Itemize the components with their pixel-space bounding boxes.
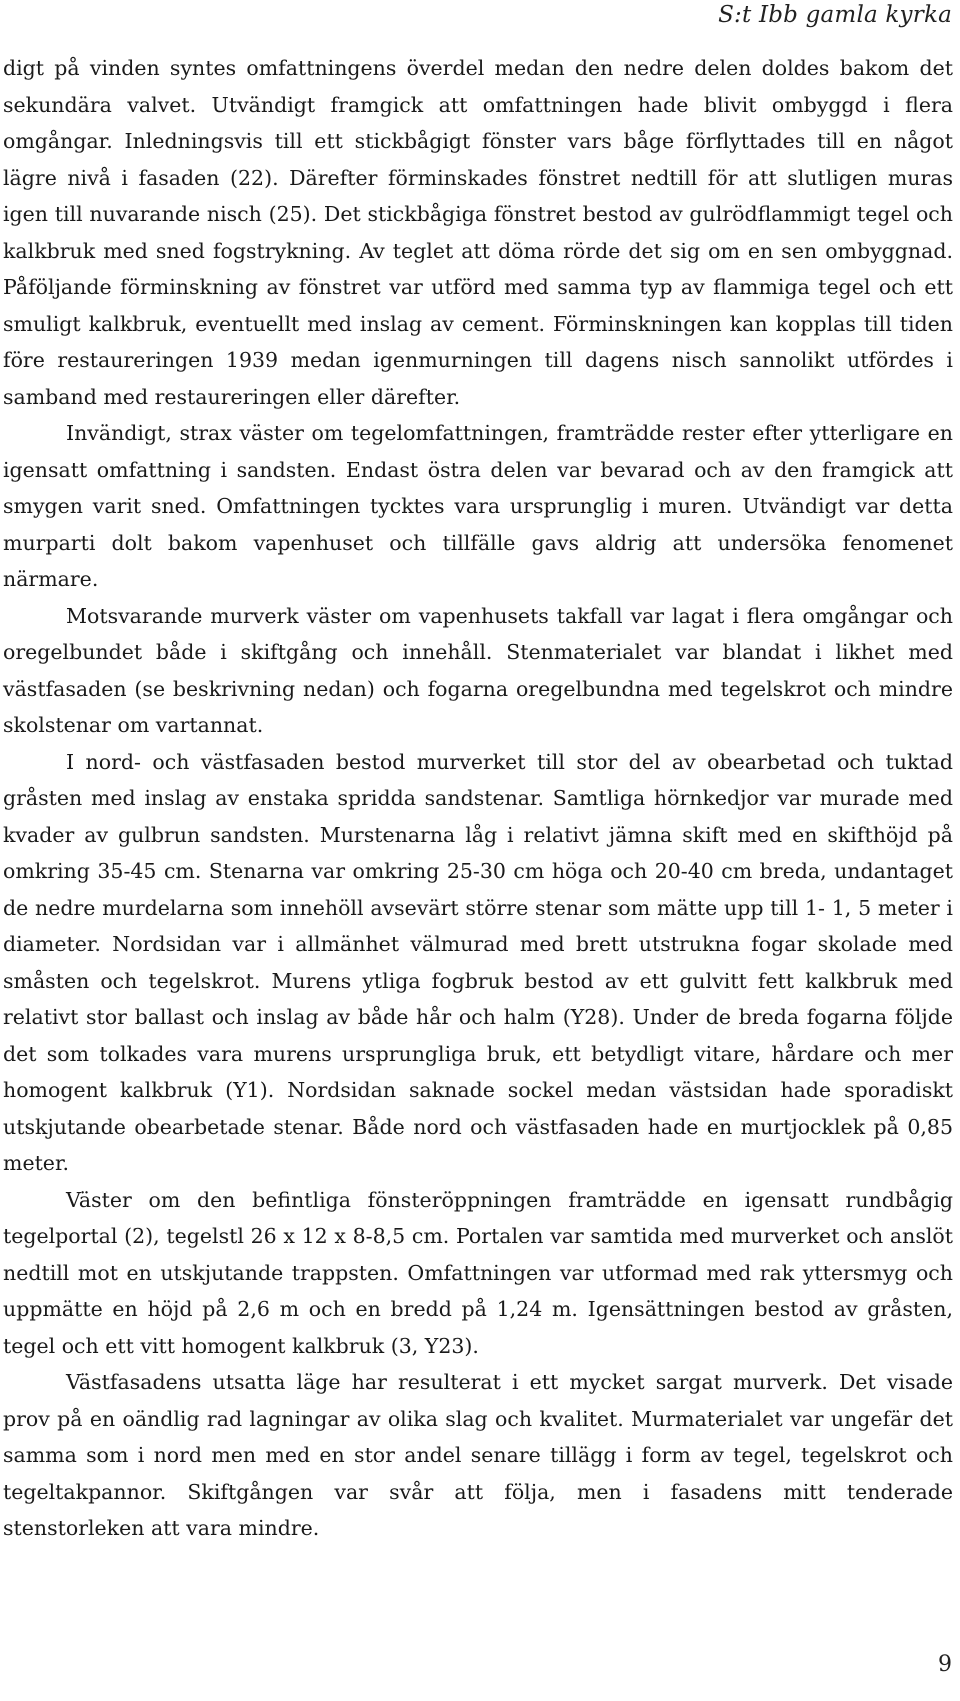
- paragraph: Motsvarande murverk väster om vapenhusets takfall var lagat i flera omgångar och oregelbundet både i skiftgång och innehåll. Stenmaterialet var blandat i likhet med västfasaden (se beskrivning nedan) och fogarna oregelbundna med tegelskrot och mindre skolstenar om vartannat.: [3, 603, 953, 737]
- body-text: [3, 50, 953, 1547]
- running-header: S:t Ibb gamla kyrka: [718, 2, 952, 28]
- paragraph: I nord- och västfasaden bestod murverket till stor del av obearbetad och tuktad gråsten med inslag av enstaka spridda sandstenar. Samtliga hörnkedjor var murade med kvader av gulbrun sandsten. Murstenarna låg i relativt jämna skift med en skifthöjd på omkring 35-45 cm. Stenarna var omkring 25-30 cm höga och 20-40 cm breda, undantaget de nedre murdelarna som innehöll avsevärt större stenar som mätte upp till 1- 1, 5 meter i diameter. Nordsidan var i allmänhet välmurad med brett utstrukna fogar skolade med småsten och tegelskrot. Murens ytliga fogbruk bestod av ett gulvitt fett kalkbruk med relativt stor ballast och inslag av både hår och halm (Y28). Under de breda fogarna följde det som tolkades vara murens ursprungliga bruk, ett betydligt vitare, hårdare och mer homogent kalkbruk (Y1). Nordsidan saknade sockel medan västsidan hade sporadiskt utskjutande obearbetade stenar. Både nord och västfasaden hade en murtjocklek på 0,85 meter.: [3, 749, 953, 1175]
- page-number: 9: [938, 1652, 952, 1677]
- paragraph: digt på vinden syntes omfattningens överdel medan den nedre delen doldes bakom det sekundära valvet. Utvändigt framgick att omfattningen hade blivit ombyggd i flera omgångar. Inledningsvis till ett stickbågigt fönster vars båge förflyttades till en något lägre nivå i fasaden (22). Därefter förminskades fönstret nedtill för att slutligen muras igen till nuvarande nisch (25). Det stickbågiga fönstret bestod av gulrödflammigt tegel och kalkbruk med sned fogstrykning. Av teglet att döma rörde det sig om en sen ombyggnad. Påföljande förminskning av fönstret var utförd med samma typ av flammiga tegel och ett smuligt kalkbruk, eventuellt med inslag av cement. Förminskningen kan kopplas till tiden före restaureringen 1939 medan igenmurningen till dagens nisch sannolikt utfördes i samband med restaureringen eller därefter.: [3, 56, 953, 409]
- paragraph: Väster om den befintliga fönsteröppningen framträdde en igensatt rundbågig tegelportal (2), tegelstl 26 x 12 x 8-8,5 cm. Portalen var samtida med murverket och anslöt nedtill mot en utskjutande trappsten. Omfattningen var utformad med rak yttersmyg och uppmätte en höjd på 2,6 m och en bredd på 1,24 m. Igensättningen bestod av gråsten, tegel och ett vitt homogent kalkbruk (3, Y23).: [3, 1187, 953, 1358]
- paragraph: Västfasadens utsatta läge har resulterat i ett mycket sargat murverk. Det visade prov på en oändlig rad lagningar av olika slag och kvalitet. Murmaterialet var ungefär det samma som i nord men med en stor andel senare tillägg i form av tegel, tegelskrot och tegeltakpannor. Skiftgången var svår att följa, men i fasadens mitt tenderade stenstorleken att vara mindre.: [3, 1370, 953, 1540]
- paragraph: Invändigt, strax väster om tegelomfattningen, framträdde rester efter ytterligare en igensatt omfattning i sandsten. Endast östra delen var bevarad och av den framgick att smygen varit sned. Omfattningen tycktes vara ursprunglig i muren. Utvändigt var detta murparti dolt bakom vapenhuset och tillfälle gavs aldrig att undersöka fenomenet närmare.: [3, 421, 953, 591]
